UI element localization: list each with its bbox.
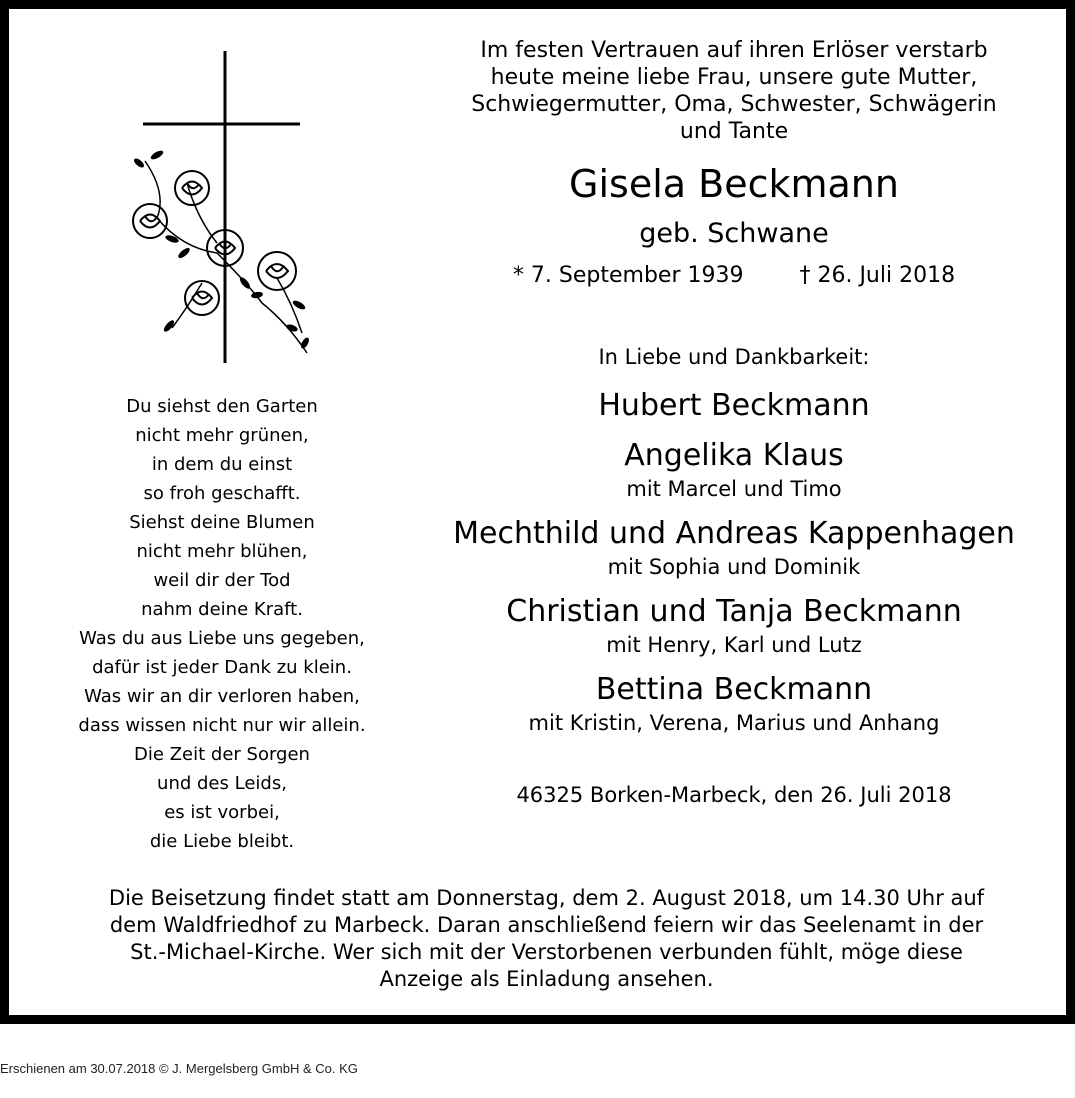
deceased-name: Gisela Beckmann xyxy=(569,162,899,206)
poem-line: nahm deine Kraft. xyxy=(141,599,303,620)
mourner-group xyxy=(429,593,1039,659)
place-date: 46325 Borken-Marbeck, den 26. Juli 2018 xyxy=(516,783,952,807)
intro-line: heute meine liebe Frau, unsere gute Mutter, xyxy=(490,65,978,90)
birth-date: * 7. September 1939 xyxy=(512,263,744,288)
poem-line: die Liebe bleibt. xyxy=(149,831,295,852)
death-date: † 26. Juli 2018 xyxy=(799,263,956,288)
intro-line: Im festen Vertrauen auf ihren Erlöser verstarb xyxy=(480,38,988,63)
poem-line: dass wissen nicht nur wir allein. xyxy=(78,715,366,736)
mourner-group xyxy=(429,671,1039,737)
mourner-name: Angelika Klaus xyxy=(624,438,844,473)
intro-line: und Tante xyxy=(679,119,789,144)
poem-line: in dem du einst xyxy=(151,454,293,475)
mourner-name: Mechthild und Andreas Kappenhagen xyxy=(453,516,1015,551)
funeral-line: St.-Michael-Kirche. Wer sich mit der Verstorbenen verbunden fühlt, möge diese xyxy=(130,940,963,964)
poem-line: dafür ist jeder Dank zu klein. xyxy=(92,657,352,678)
poem-line: Du siehst den Garten xyxy=(126,396,318,417)
poem-line: und des Leids, xyxy=(157,773,287,794)
publication-footer: Erschienen am 30.07.2018 © J. Mergelsberg GmbH & Co. KG xyxy=(0,1061,358,1076)
poem-line: es ist vorbei, xyxy=(164,802,280,823)
announcement-column xyxy=(429,37,1039,809)
mourner-sub: mit Marcel und Timo xyxy=(626,477,842,501)
thanks-line: In Liebe und Dankbarkeit: xyxy=(598,345,870,369)
intro-text xyxy=(429,37,1039,145)
mourner-name: Christian und Tanja Beckmann xyxy=(506,594,962,629)
funeral-line: dem Waldfriedhof zu Marbeck. Daran anschließend feiern wir das Seelenamt in der xyxy=(109,913,984,937)
mourner-name: Hubert Beckmann xyxy=(598,388,870,423)
mourner-group xyxy=(429,515,1039,581)
mourner-name: Bettina Beckmann xyxy=(595,672,873,707)
poem-line: nicht mehr blühen, xyxy=(136,541,308,562)
mourner-group xyxy=(429,387,1039,425)
poem-line: Die Zeit der Sorgen xyxy=(134,744,310,765)
funeral-info xyxy=(29,885,1064,993)
funeral-line: Anzeige als Einladung ansehen. xyxy=(379,967,714,991)
mourner-sub: mit Kristin, Verena, Marius und Anhang xyxy=(528,711,940,735)
poem-line: Siehst deine Blumen xyxy=(129,512,315,533)
intro-line: Schwiegermutter, Oma, Schwester, Schwägerin xyxy=(471,92,997,117)
poem-line: Was wir an dir verloren haben, xyxy=(84,686,360,707)
poem-line: Was du aus Liebe uns gegeben, xyxy=(79,628,365,649)
poem-line: so froh geschafft. xyxy=(143,483,301,504)
mourner-sub: mit Sophia und Dominik xyxy=(607,555,861,579)
funeral-line: Die Beisetzung findet statt am Donnerstag, dem 2. August 2018, um 14.30 Uhr auf xyxy=(108,886,985,910)
mourner-group xyxy=(429,437,1039,503)
poem-line: weil dir der Tod xyxy=(153,570,291,591)
life-dates xyxy=(429,261,1039,291)
poem-line: nicht mehr grünen, xyxy=(135,425,309,446)
maiden-name: geb. Schwane xyxy=(639,218,829,249)
mourner-sub: mit Henry, Karl und Lutz xyxy=(606,633,862,657)
cross-with-roses-icon xyxy=(127,43,327,363)
poem xyxy=(49,392,395,856)
